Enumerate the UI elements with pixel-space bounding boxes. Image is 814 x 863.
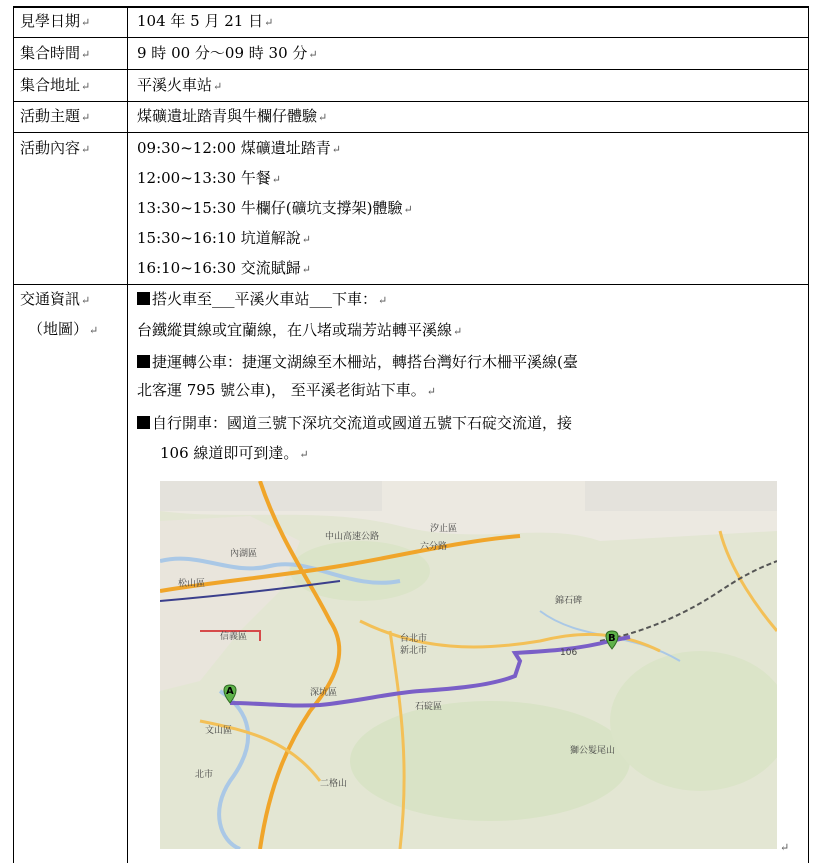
value-place: 平溪火車站↵ [137,76,223,94]
map-tile-gap [585,481,777,511]
schedule-item: 15:30~16:10 坑道解說↵ [137,229,312,247]
map-label: 中山高速公路 [325,532,380,542]
map-label: 台北市 [400,634,428,644]
label-time: 集合時間↵ [20,44,91,62]
label-map: （地圖）↵ [28,320,99,338]
row-divider [13,132,809,133]
map-end-mark: ↵ [780,841,790,854]
map-label: 獅公髮尾山 [570,746,616,756]
schedule-item: 12:00~13:30 午餐↵ [137,169,282,187]
bullet-square-icon [137,416,150,429]
route-map[interactable] [160,481,777,849]
schedule-item: 16:10~16:30 交流賦歸↵ [137,259,312,277]
table-border-right [808,6,809,863]
value-theme: 煤礦遺址踏青與牛欄仔體驗↵ [137,107,328,125]
bus-line-2: 北客運 795 號公車)， 至平溪老街站下車。↵ [137,381,437,399]
map-label: 深坑區 [310,688,338,698]
row-divider [13,69,809,70]
car-line-1: 自行開車：國道三號下深坑交流道或國道五號下石碇交流道，接 [137,413,572,433]
row-divider [13,101,809,102]
map-label: 106 [560,648,578,658]
label-content: 活動內容↵ [20,139,91,157]
schedule-item: 13:30~15:30 牛欄仔(礦坑支撐架)體驗↵ [137,199,413,217]
map-label: 文山區 [205,726,233,736]
row-divider [13,37,809,38]
bullet-square-icon [137,292,150,305]
bus-line-1: 捷運轉公車：捷運文湖線至木柵站，轉搭台灣好行木柵平溪線(臺 [137,352,578,372]
map-label: 北市 [195,770,214,780]
svg-text:B: B [608,633,616,644]
map-label: 石碇區 [415,702,443,712]
label-place: 集合地址↵ [20,76,91,94]
label-date: 見學日期↵ [20,12,91,30]
map-label: 六分路 [420,542,448,552]
car-line-2: 106 線道即可到達。↵ [160,444,309,462]
map-label: 二格山 [320,779,348,789]
map-label: 錦石碑 [555,596,583,606]
map-label: 內湖區 [230,549,258,559]
row-divider [13,284,809,285]
train-line: 搭火車至___平溪火車站___下車：↵ [137,289,387,311]
map-label: 松山區 [178,579,206,589]
map-label: 新北市 [400,646,428,656]
value-time: 9 時 00 分～09 時 30 分↵ [137,44,318,62]
schedule-item: 09:30~12:00 煤礦遺址踏青↵ [137,139,342,157]
value-date: 104 年 5 月 21 日↵ [137,12,274,30]
train-detail: 台鐵縱貫線或宜蘭線，在八堵或瑞芳站轉平溪線↵ [137,321,463,339]
map-label: 信義區 [220,632,248,642]
table-border-top [13,6,809,8]
label-theme: 活動主題↵ [20,107,91,125]
label-transport: 交通資訊↵ [20,290,91,308]
map-forest [350,701,630,821]
svg-text:A: A [226,686,234,697]
map-label: 汐止區 [430,524,458,534]
bullet-square-icon [137,355,150,368]
table-border-left [13,6,14,863]
route-map-svg [160,481,777,849]
table-column-divider [127,6,128,863]
